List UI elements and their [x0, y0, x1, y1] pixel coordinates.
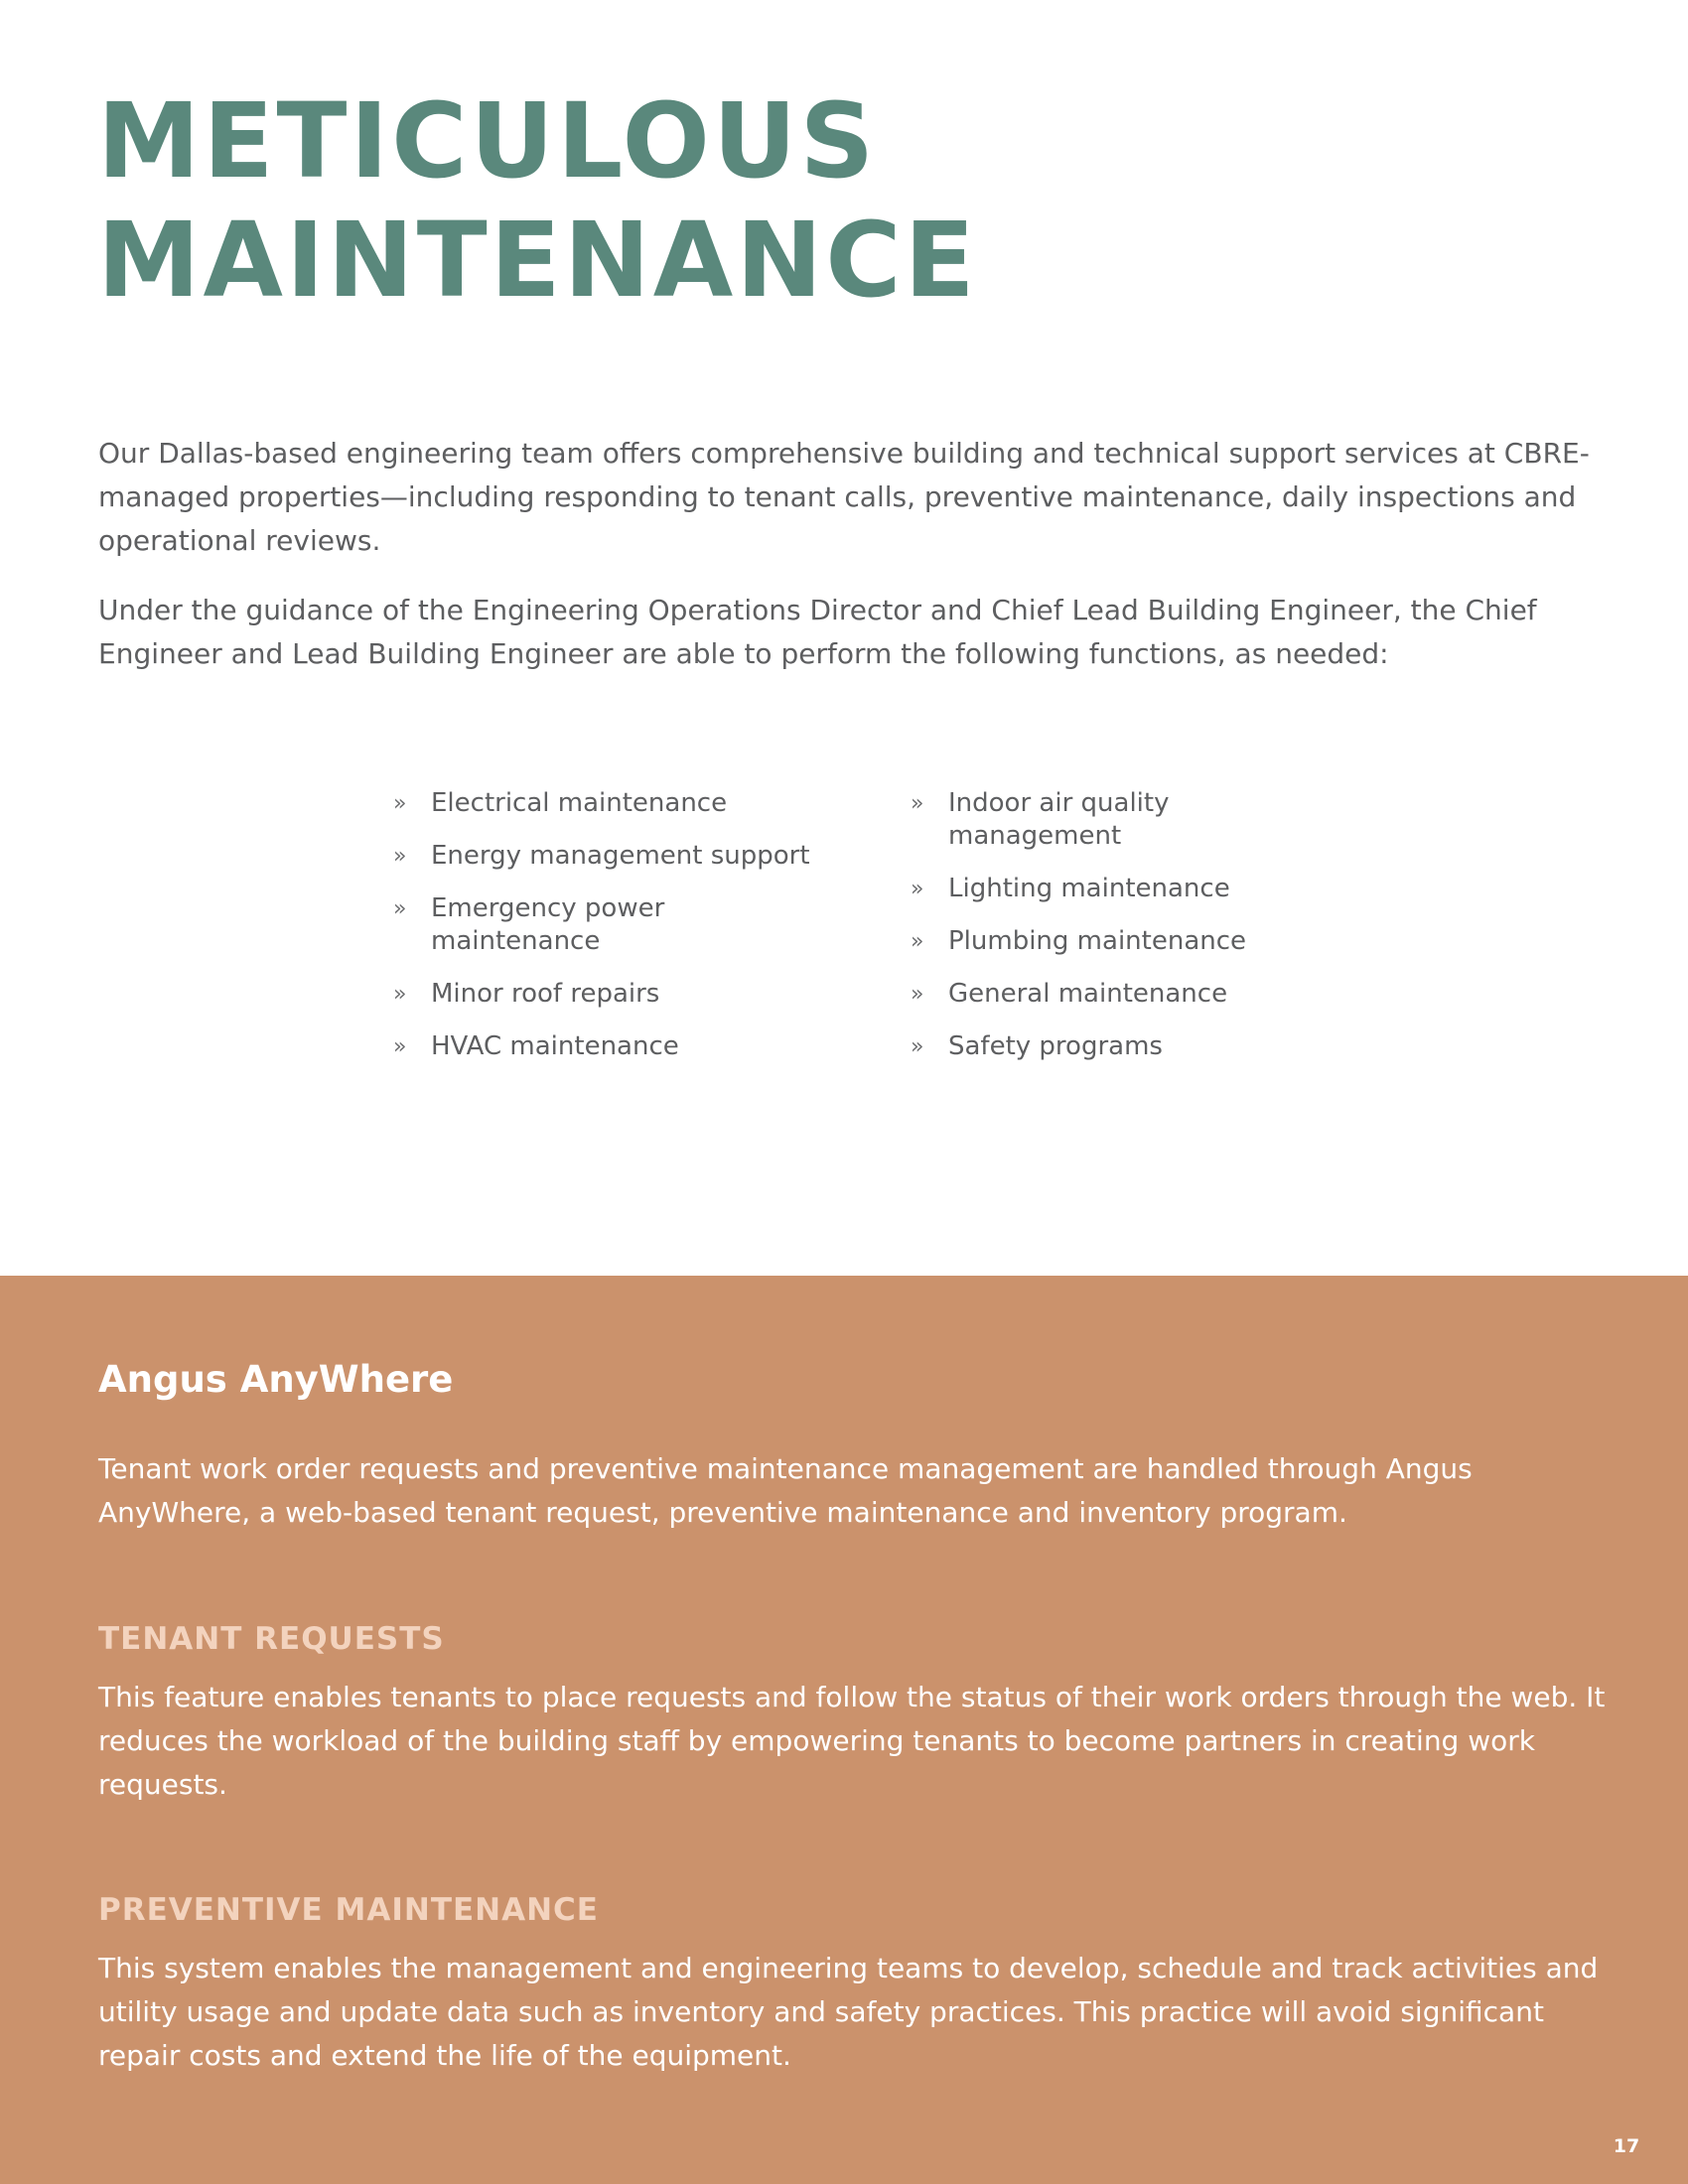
- list-item: [911, 787, 1328, 853]
- bullet-icon: »: [393, 896, 407, 921]
- bullet-icon: »: [911, 1034, 924, 1059]
- functions-list-left: [393, 787, 850, 1063]
- bullet-icon: »: [393, 844, 407, 869]
- list-item-label: Electrical maintenance: [431, 788, 728, 818]
- list-item: [393, 1030, 850, 1063]
- list-item-label: General maintenance: [948, 979, 1228, 1009]
- list-item-label: Energy management support: [431, 841, 810, 871]
- list-item-label: HVAC maintenance: [431, 1031, 679, 1061]
- list-item: [393, 787, 850, 820]
- angus-anywhere-description: Tenant work order requests and preventive maintenance management are handled through Angus AnyWhere, a web-based tenant request, preventive maintenance and inventory program.: [98, 1452, 1473, 1529]
- bullet-icon: »: [911, 982, 924, 1007]
- list-item-label: Plumbing maintenance: [948, 926, 1247, 956]
- angus-anywhere-heading: Angus AnyWhere: [98, 1358, 454, 1401]
- bullet-icon: »: [911, 791, 924, 816]
- page-title-line-1: METICULOUS: [97, 80, 878, 202]
- bullet-icon: »: [393, 791, 407, 816]
- list-item: [393, 978, 850, 1011]
- page-number: 17: [1613, 2135, 1640, 2157]
- page-title: [97, 81, 1388, 320]
- list-item-label: Lighting maintenance: [948, 874, 1230, 903]
- intro-paragraph: Our Dallas-based engineering team offers comprehensive building and technical support services at CBRE-managed properties—including responding to tenant calls, preventive maintenance, daily inspections and operational reviews.: [98, 437, 1590, 557]
- tenant-requests-description: This feature enables tenants to place requests and follow the status of their work orders through the web. It reduces the workload of the building staff by empowering tenants to become partners in creating work requests.: [98, 1681, 1606, 1801]
- bullet-icon: »: [911, 929, 924, 954]
- intro-paragraph: Under the guidance of the Engineering Operations Director and Chief Lead Building Engineer, the Chief Engineer and Lead Building Engineer are able to perform the following functions, as needed:: [98, 594, 1537, 670]
- list-item-label: Minor roof repairs: [431, 979, 660, 1009]
- preventive-maintenance-description: This system enables the management and engineering teams to develop, schedule and track activities and utility usage and update data such as inventory and safety practices. This practice will avoid significant repair costs and extend the life of the equipment.: [98, 1952, 1599, 2072]
- preventive-maintenance-heading: PREVENTIVE MAINTENANCE: [98, 1892, 599, 1928]
- list-item: [911, 873, 1328, 905]
- list-item: [911, 925, 1328, 958]
- tenant-requests-heading: TENANT REQUESTS: [98, 1621, 445, 1657]
- list-item: [393, 840, 850, 873]
- bullet-icon: »: [393, 1034, 407, 1059]
- list-item-label: Indoor air quality management: [948, 788, 1170, 851]
- list-item-label: Safety programs: [948, 1031, 1163, 1061]
- list-item-label: Emergency power maintenance: [431, 893, 665, 956]
- bullet-icon: »: [393, 982, 407, 1007]
- page-title-line-2: MAINTENANCE: [97, 200, 978, 321]
- intro-section: [98, 432, 1598, 676]
- list-item: [911, 978, 1328, 1011]
- bullet-icon: »: [911, 877, 924, 901]
- list-item: [911, 1030, 1328, 1063]
- functions-list-right: [911, 787, 1328, 1063]
- list-item: [393, 892, 850, 958]
